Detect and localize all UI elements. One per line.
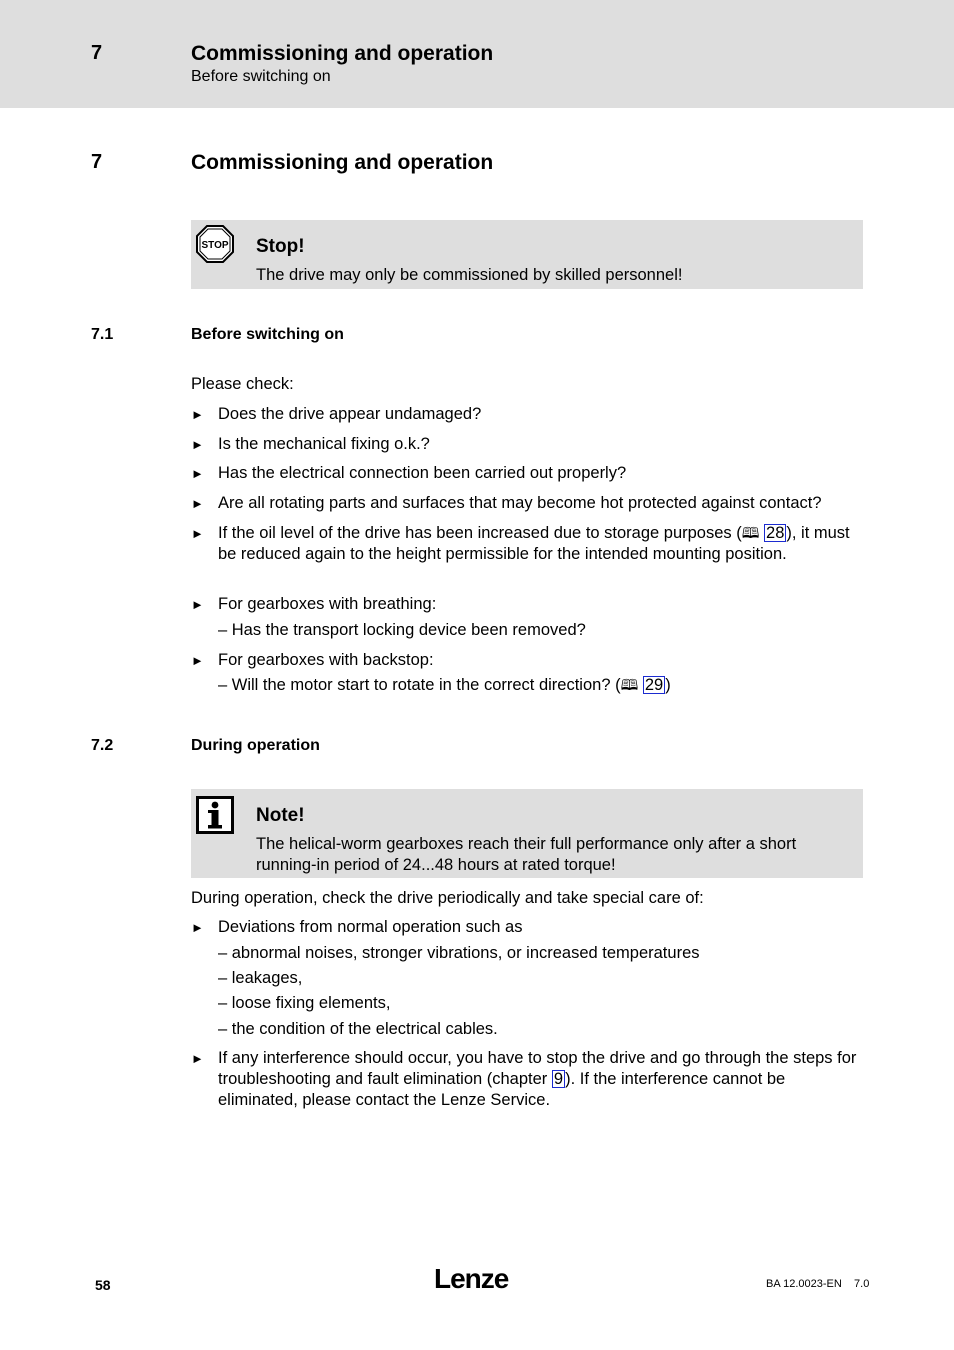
bullet-icon: ► bbox=[191, 437, 204, 452]
page-number: 58 bbox=[95, 1277, 111, 1293]
backstop-item: For gearboxes with backstop: bbox=[218, 651, 434, 669]
book-icon: 🕮 bbox=[741, 525, 760, 542]
interference-part1: If any interference should occur, you have to stop the drive and go through the steps for troubleshooting and fault elimination (chapter bbox=[218, 1049, 857, 1088]
bullet-icon: ► bbox=[191, 920, 204, 935]
chapter-number: 7 bbox=[91, 151, 103, 173]
lenze-logo: Lenze bbox=[434, 1263, 509, 1294]
check-item: Are all rotating parts and surfaces that may become hot protected against contact? bbox=[218, 494, 822, 512]
document-id: BA 12.0023-EN 7.0 bbox=[766, 1278, 870, 1290]
deviation-subitem: – loose fixing elements, bbox=[218, 994, 391, 1012]
page-ref-link[interactable]: 28 bbox=[766, 524, 785, 542]
oil-text-part1: If the oil level of the drive has been increased due to storage purposes ( bbox=[218, 524, 742, 542]
section-7-1-title: Before switching on bbox=[191, 326, 344, 343]
section-7-2-title: During operation bbox=[191, 737, 320, 754]
stop-sign-icon bbox=[196, 225, 234, 263]
chapter-ref-link[interactable]: 9 bbox=[553, 1070, 564, 1088]
note-title: Note! bbox=[256, 805, 305, 826]
book-icon: 🕮 bbox=[620, 677, 639, 694]
info-icon bbox=[196, 796, 234, 834]
deviation-item: Deviations from normal operation such as bbox=[218, 918, 523, 936]
deviation-subitem: – leakages, bbox=[218, 969, 303, 987]
section-7-2-intro: During operation, check the drive periodically and take special care of: bbox=[191, 889, 704, 907]
bullet-icon: ► bbox=[191, 597, 204, 612]
bullet-icon: ► bbox=[191, 466, 204, 481]
page-ref-link[interactable]: 29 bbox=[644, 676, 664, 694]
bullet-icon: ► bbox=[191, 496, 204, 511]
header-subtitle: Before switching on bbox=[191, 68, 331, 85]
bullet-icon: ► bbox=[191, 653, 204, 668]
header-chapter-title: Commissioning and operation bbox=[191, 42, 494, 65]
chapter-title: Commissioning and operation bbox=[191, 151, 494, 174]
note-text: The helical-worm gearboxes reach their full performance only after a short running-in period of 24...48 hours at rated torque! bbox=[256, 835, 797, 874]
oil-level-item bbox=[218, 523, 863, 565]
bullet-icon: ► bbox=[191, 526, 204, 541]
note-callout bbox=[191, 789, 863, 878]
breathing-subitem: – Has the transport locking device been removed? bbox=[218, 621, 586, 639]
backstop-sub-part2: ) bbox=[665, 676, 671, 694]
interference-part2: ). If the interference cannot be eliminated, please contact the Lenze Service. bbox=[218, 1070, 786, 1109]
check-item: Is the mechanical fixing o.k.? bbox=[218, 435, 430, 453]
header-chapter-number: 7 bbox=[91, 42, 103, 64]
section-7-1-number: 7.1 bbox=[91, 326, 114, 343]
bullet-icon: ► bbox=[191, 1051, 204, 1066]
deviation-subitem: – abnormal noises, stronger vibrations, or increased temperatures bbox=[218, 944, 700, 962]
section-7-2-number: 7.2 bbox=[91, 737, 114, 754]
stop-callout bbox=[191, 220, 863, 289]
check-item: Has the electrical connection been carried out properly? bbox=[218, 464, 627, 482]
breathing-item: For gearboxes with breathing: bbox=[218, 595, 437, 613]
interference-item bbox=[218, 1048, 863, 1111]
oil-text-part2: ), it must be reduced again to the height permissible for the intended mounting position. bbox=[218, 524, 850, 563]
stop-sign-text: STOP bbox=[201, 240, 229, 251]
check-item: Does the drive appear undamaged? bbox=[218, 405, 482, 423]
backstop-sub-part1: – Will the motor start to rotate in the correct direction? ( bbox=[218, 676, 621, 694]
deviation-subitem: – the condition of the electrical cables. bbox=[218, 1020, 498, 1038]
stop-text: The drive may only be commissioned by skilled personnel! bbox=[256, 266, 683, 284]
bullet-icon: ► bbox=[191, 407, 204, 422]
backstop-subitem bbox=[218, 675, 671, 696]
stop-title: Stop! bbox=[256, 236, 305, 257]
section-7-1-intro: Please check: bbox=[191, 375, 294, 393]
